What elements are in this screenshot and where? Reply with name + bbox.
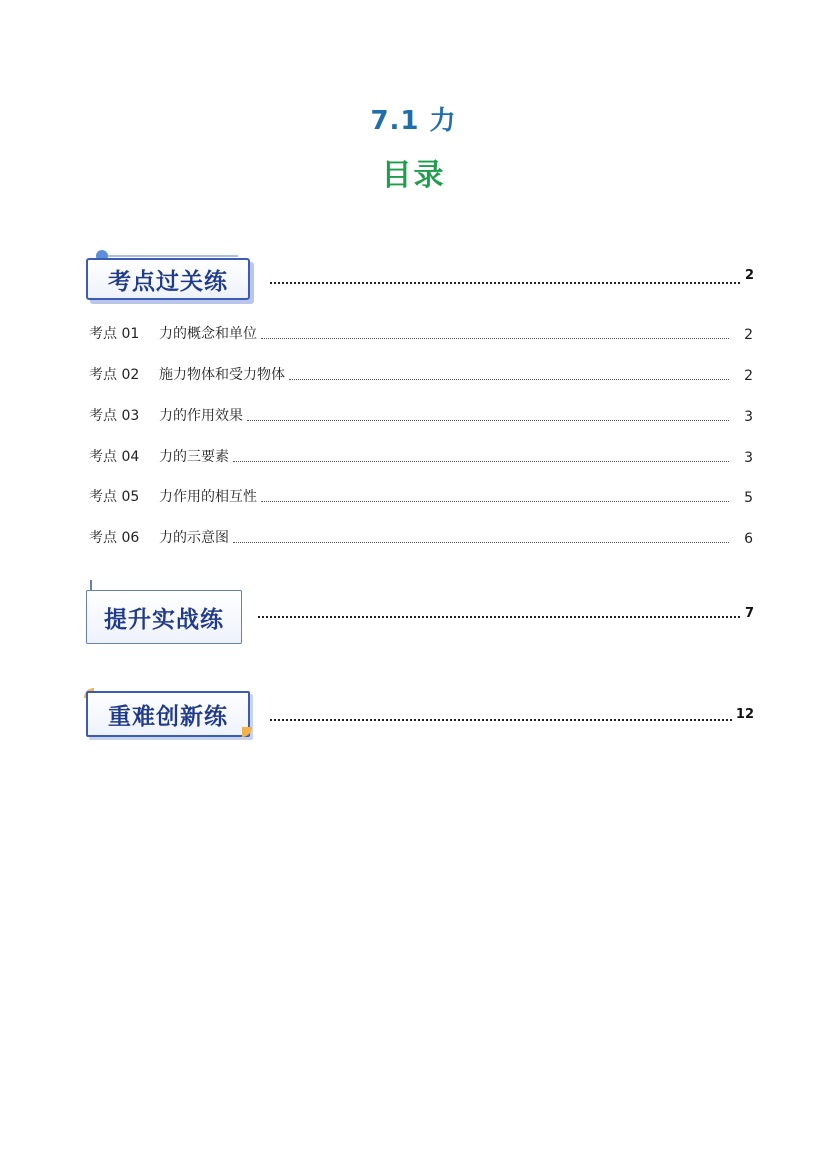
toc-item-page: 5 bbox=[744, 490, 753, 506]
section-badge: 重难创新练 bbox=[86, 691, 250, 737]
decorative-corner-icon bbox=[242, 727, 252, 737]
section-page-number: 7 bbox=[744, 606, 754, 621]
section-badge: 考点过关练 bbox=[86, 258, 250, 300]
toc-item-05[interactable] bbox=[89, 486, 753, 506]
toc-item-02[interactable] bbox=[89, 364, 753, 384]
dot-leader bbox=[270, 705, 732, 721]
toc-item-code: 考点 04 bbox=[89, 449, 140, 465]
dot-leader bbox=[233, 542, 729, 543]
dot-leader bbox=[289, 379, 729, 380]
toc-item-page: 6 bbox=[744, 531, 753, 547]
section-page-number: 12 bbox=[735, 707, 754, 722]
toc-item-code: 考点 05 bbox=[89, 489, 140, 505]
toc-item-04[interactable] bbox=[89, 446, 753, 466]
dot-leader bbox=[258, 602, 740, 618]
toc-item-06[interactable] bbox=[89, 527, 753, 547]
dot-leader bbox=[261, 501, 729, 502]
section-kaodian-guoguan[interactable] bbox=[86, 258, 754, 310]
section-zhongnan-chuangxin[interactable] bbox=[86, 691, 754, 737]
toc-item-label: 力的示意图 bbox=[159, 530, 229, 546]
toc-item-page: 3 bbox=[744, 450, 753, 466]
toc-item-code: 考点 02 bbox=[89, 367, 140, 383]
toc-item-label: 施力物体和受力物体 bbox=[159, 367, 285, 383]
toc-item-01[interactable] bbox=[89, 323, 753, 343]
dot-leader bbox=[247, 420, 729, 421]
toc-item-label: 力的作用效果 bbox=[159, 408, 243, 424]
section-page-number: 2 bbox=[744, 268, 754, 283]
toc-item-label: 力的概念和单位 bbox=[159, 326, 257, 342]
toc-item-code: 考点 06 bbox=[89, 530, 140, 546]
toc-item-code: 考点 01 bbox=[89, 326, 140, 342]
dot-leader bbox=[261, 338, 729, 339]
document-title: 7.1 力 bbox=[370, 106, 457, 136]
section-badge: 提升实战练 bbox=[86, 590, 242, 644]
toc-item-03[interactable] bbox=[89, 405, 753, 425]
toc-item-label: 力的三要素 bbox=[159, 449, 229, 465]
toc-item-page: 2 bbox=[744, 327, 753, 343]
toc-item-code: 考点 03 bbox=[89, 408, 140, 424]
dot-leader bbox=[233, 461, 729, 462]
toc-item-label: 力作用的相互性 bbox=[159, 489, 257, 505]
toc-item-page: 3 bbox=[744, 409, 753, 425]
decorative-line bbox=[108, 255, 238, 257]
toc-heading: 目录 bbox=[381, 158, 446, 193]
dot-leader bbox=[270, 268, 740, 284]
section-tisheng-shizhan[interactable] bbox=[86, 590, 754, 644]
toc-item-page: 2 bbox=[744, 368, 753, 384]
